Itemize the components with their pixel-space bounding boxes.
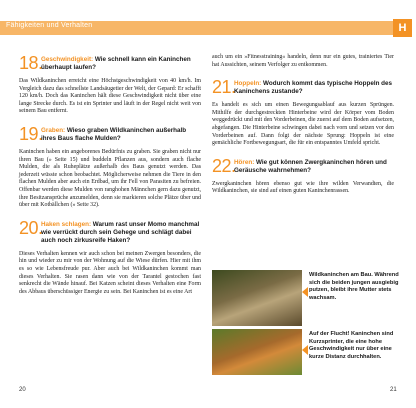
topic-heading: Hören: Wie gut können Zwergkaninchen hören und Geräusche wahrnehmen? (234, 158, 387, 174)
topic-number: 18. (19, 53, 43, 73)
photo-caption: Auf der Flucht! Kaninchen sind Kurzsprinter, die eine hohe Geschwindigkeit nur über eine kurze Distanz durchhalten. (309, 331, 394, 360)
photo-caption: Wildkaninchen am Bau. Während sich die beiden jungen ausgiebig putzen, bleibt ihre Mutter stets wachsam. (309, 272, 399, 301)
topic-number: 22. (212, 155, 236, 176)
topic-19 (19, 125, 201, 210)
topic-20-continued: auch um ein »Fitnesstraining« handeln, denn nur ein gutes, trainiertes Tier hat Aussichten, seinem Verfolger zu entkommen. (212, 54, 394, 68)
left-column (19, 54, 201, 305)
fleeing-rabbit-photo (212, 329, 302, 375)
rabbits-at-burrow-photo (212, 270, 302, 326)
topic-number: 20. (19, 217, 43, 238)
topic-21 (212, 78, 394, 148)
section-title: Fähigkeiten und Verhalten (6, 22, 93, 29)
page-number-right: 21 (390, 387, 397, 393)
right-column (212, 54, 394, 205)
chapter-letter: H (393, 19, 412, 37)
topic-body: Das Wildkaninchen erreicht eine Höchstgeschwindigkeit von 40 km/h. Im Vergleich dazu das schnellste Landsäugetier der Welt, der Gepard: Er schafft 120 km/h. Doch das Kaninchen hält diese Geschwindigkeit nicht über eine lange Strecke durch. Es ist ein Sprinter und läuft in der Regel nicht weit von seinem Bau entfernt. (19, 78, 201, 115)
topic-number: 21. (212, 77, 236, 98)
topic-heading: Haken schlagen: Warum rast unser Momo manchmal wie verrückt durch sein Gehege und schlägt dabei auch noch zirkusreife Haken? (41, 220, 200, 244)
caption-pointer-icon (302, 287, 308, 297)
page-header (0, 0, 416, 52)
topic-body: Kaninchen haben ein angeborenes Bedürfnis zu graben. Sie graben nicht nur ihren Bau (» Seite 15) und buddeln Pflanzen aus, sondern auch flache Mulden, die als Ruheplätze außerhalb des Baus genutzt werden. Das jederzeit wüsste schon beobachtet. Möglicherweise nehmen die Tiere in den flachen Mulden aber auch ein Erdbad, um ihr Fell von Parasiten zu befreien. Offenbar werden diese Mulden von ranghohen Männchen gern dazu genutzt, ihre Besitzansprüche anzumelden, denn sie markieren solche Plätze über und über mit Kotbällchen (» Seite 32). (19, 148, 201, 209)
topic-18 (19, 54, 201, 116)
topic-heading: Hoppeln: Wodurch kommt das typische Hoppeln des Kaninchens zustande? (234, 80, 393, 96)
topic-22 (212, 157, 394, 196)
topic-body: Zwergkaninchen hören ebenso gut wie ihre wilden Verwandten, die Wildkaninchen, sie sind auf einen guten Kaninchenrassen. (212, 180, 394, 195)
page-number-left: 20 (19, 387, 26, 393)
topic-heading: Geschwindigkeit: Wie schnell kann ein Kaninchen überhaupt laufen? (41, 56, 191, 71)
topic-body: Dieses Verhalten kennen wir auch schon bei meinen Zwergen besonders, die hin und wieder zu mir von der Wohnung auf die Wiese dürfen. Hier mit ihm es so wie Lebensfreude pur. Aber auch bei Wildkaninchen kommt man dieses Verhalten. Sie rasen dann wie von der Tarantel gestochen fast senkrecht die Wände hinauf. Bei Katzen scheint dieses Verhalten eine Form des Abbaus überschüssiger Energie zu sein. Bei Kaninchen ist es eine Art (19, 250, 201, 295)
caption-pointer-icon (302, 345, 308, 355)
topic-20 (19, 219, 201, 297)
topic-number: 19. (19, 123, 43, 144)
topic-heading: Graben: Wieso graben Wildkaninchen außerhalb ihres Baus flache Mulden? (41, 126, 187, 142)
topic-body: Es handelt es sich um einen Bewegungsablauf aus kurzen Sprüngen. Mithilfe der durchgestreckten Hinterbeine wird der Körper vom Boden weggedrückt und mit den Vorderbeinen, die zuerst auf dem Boden aufsetzen, abgefangen. Die Hinterbeine schwingen dabei nach vorn und setzen vor den Vorderbeinen auf. Dann folgt der nächste Sprung: Hoppeln ist eine gemächliche Fortbewegungsart, die für ein entspanntes Umfeld spricht. (212, 102, 394, 147)
